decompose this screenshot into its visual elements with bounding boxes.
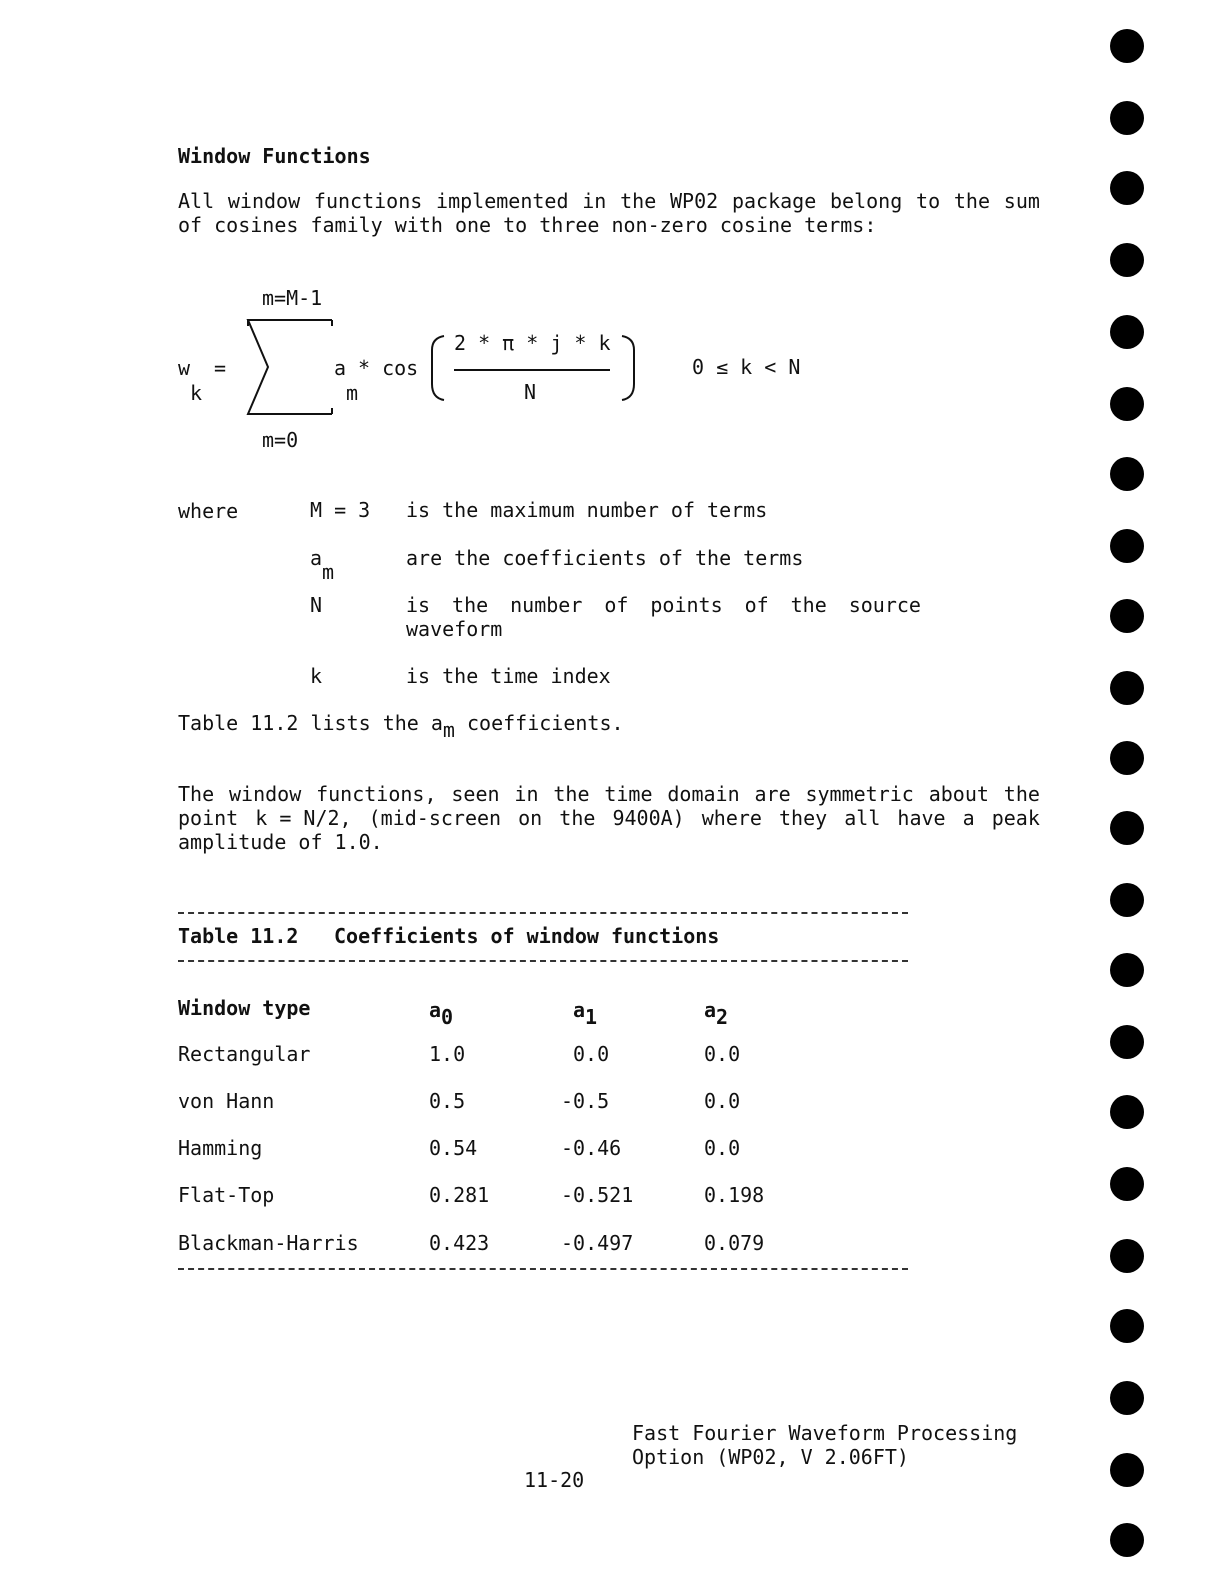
- coefficient-a0-cell: 0.281: [429, 1183, 490, 1207]
- where-desc-N-word: number: [510, 593, 583, 617]
- col-header-a2-sub: 2: [716, 1005, 729, 1029]
- binder-hole: [1110, 953, 1144, 987]
- table-reference-suffix: coefficients.: [454, 711, 624, 735]
- coefficient-a0-cell: 0.5: [429, 1089, 466, 1113]
- binder-hole: [1110, 1239, 1144, 1273]
- intro-word: implemented: [436, 189, 569, 213]
- intro-word: the: [953, 189, 991, 213]
- where-label: where: [178, 499, 239, 523]
- where-desc-N-word: of: [744, 593, 769, 617]
- coefficient-a0-cell: 0.54: [429, 1136, 478, 1160]
- col-header-a1-label: a: [573, 998, 586, 1022]
- coefficient-a1-cell: -0.5: [561, 1089, 610, 1113]
- coefficient-a1-cell: -0.46: [561, 1136, 622, 1160]
- window-type-cell: Flat-Top: [178, 1183, 275, 1207]
- coefficient-a0-cell: 0.423: [429, 1231, 490, 1255]
- symmetry-word: time: [604, 782, 653, 806]
- where-symbol-N: N: [310, 593, 323, 617]
- intro-word: window: [227, 189, 301, 213]
- where-desc-am: are the coefficients of the terms: [406, 546, 804, 570]
- intro-word: sum: [1003, 189, 1040, 213]
- coefficient-a2-cell: 0.079: [704, 1231, 765, 1255]
- binder-hole: [1110, 1309, 1144, 1343]
- formula-condition: 0 ≤ k < N: [692, 355, 801, 379]
- coefficient-a2-cell: 0.0: [704, 1042, 741, 1066]
- intro-word: in: [582, 189, 607, 213]
- table-title: Coefficients of window functions: [334, 924, 720, 948]
- symmetry-word: about: [928, 782, 989, 806]
- window-type-cell: Hamming: [178, 1136, 263, 1160]
- symmetry-word: the: [559, 806, 596, 830]
- symmetry-word: point: [178, 806, 239, 830]
- intro-line-1: [178, 189, 1040, 213]
- symmetry-word: window: [228, 782, 302, 806]
- where-desc-N-word: points: [650, 593, 723, 617]
- footer-doc-title-line-2: Option (WP02, V 2.06FT): [632, 1445, 909, 1469]
- symmetry-word: seen: [451, 782, 500, 806]
- where-symbol-M: M = 3: [310, 498, 371, 522]
- where-desc-N-word: of: [604, 593, 629, 617]
- binder-hole: [1110, 671, 1144, 705]
- col-header-a0: [429, 998, 454, 1029]
- coefficient-a2-cell: 0.198: [704, 1183, 765, 1207]
- intro-word: to: [916, 189, 941, 213]
- symmetry-word: all: [844, 806, 881, 830]
- formula-times-cos: * cos: [358, 356, 419, 380]
- coefficient-a1-cell: -0.521: [561, 1183, 634, 1207]
- binder-hole: [1110, 1167, 1144, 1201]
- symmetry-word: the: [1003, 782, 1040, 806]
- col-header-a0-sub: 0: [441, 1005, 454, 1029]
- where-desc-N-word: the: [452, 593, 489, 617]
- binder-hole: [1110, 599, 1144, 633]
- table-rule-top: [178, 912, 908, 914]
- symmetry-word: they: [779, 806, 828, 830]
- symmetry-word: domain: [667, 782, 740, 806]
- formula-numerator: 2 * π * j * k: [454, 331, 611, 355]
- binder-hole: [1110, 101, 1144, 135]
- table-rule-header: [178, 960, 908, 962]
- intro-word: belong: [830, 189, 903, 213]
- col-header-a0-label: a: [429, 998, 442, 1022]
- col-header-a2-label: a: [704, 998, 717, 1022]
- formula-lhs: w: [178, 356, 191, 380]
- coefficient-a1-cell: 0.0: [573, 1042, 610, 1066]
- symmetry-line-2: [178, 806, 1040, 830]
- symmetry-word: The: [178, 782, 215, 806]
- binder-hole: [1110, 1453, 1144, 1487]
- coefficient-a2-cell: 0.0: [704, 1136, 741, 1160]
- binder-hole: [1110, 741, 1144, 775]
- where-desc-N-line-2: waveform: [406, 617, 503, 641]
- binder-hole: [1110, 315, 1144, 349]
- binder-hole: [1110, 1381, 1144, 1415]
- where-symbol-am-sub: m: [322, 560, 335, 584]
- binder-hole: [1110, 529, 1144, 563]
- where-symbol-k: k: [310, 664, 323, 688]
- binder-hole: [1110, 1095, 1144, 1129]
- intro-word: All: [178, 189, 215, 213]
- formula-denominator: N: [524, 380, 537, 404]
- sum-lower-limit: m=0: [262, 428, 299, 452]
- table-reference: [178, 711, 624, 742]
- page-number: 11-20: [524, 1468, 585, 1492]
- section-heading: Window Functions: [178, 144, 371, 168]
- formula-coef-sub: m: [346, 381, 359, 405]
- symmetry-word: have: [897, 806, 946, 830]
- intro-word: package: [731, 189, 817, 213]
- symmetry-line-1: [178, 782, 1040, 806]
- where-symbol-am: a: [310, 546, 323, 570]
- where-desc-N-line-1: [406, 593, 921, 617]
- footer-doc-title-line-1: Fast Fourier Waveform Processing: [632, 1421, 1018, 1445]
- window-type-cell: von Hann: [178, 1089, 275, 1113]
- table-number: Table 11.2: [178, 924, 299, 948]
- intro-word: functions: [313, 189, 423, 213]
- symmetry-word: peak: [991, 806, 1040, 830]
- where-desc-N-word: source: [848, 593, 921, 617]
- col-header-a1: [573, 998, 598, 1029]
- symmetry-word: in: [514, 782, 539, 806]
- symmetry-word: the: [553, 782, 590, 806]
- intro-word: WP02: [670, 189, 719, 213]
- formula-equals: =: [214, 356, 227, 380]
- col-header-window-type: Window type: [178, 996, 311, 1020]
- binder-hole: [1110, 171, 1144, 205]
- formula-lhs-sub: k: [190, 381, 203, 405]
- where-desc-N-word: is: [406, 593, 431, 617]
- binder-hole: [1110, 243, 1144, 277]
- symmetry-word: functions,: [316, 782, 437, 806]
- col-header-a1-sub: 1: [585, 1005, 598, 1029]
- where-desc-M: is the maximum number of terms: [406, 498, 768, 522]
- symmetry-word: on: [518, 806, 543, 830]
- intro-line-2: of cosines family with one to three non-zero cosine terms:: [178, 213, 877, 237]
- symmetry-word: 9400A): [612, 806, 685, 830]
- binder-hole: [1110, 387, 1144, 421]
- binder-hole: [1110, 811, 1144, 845]
- intro-word: the: [620, 189, 657, 213]
- window-type-cell: Blackman-Harris: [178, 1231, 359, 1255]
- coefficient-a1-cell: -0.497: [561, 1231, 634, 1255]
- summation-sign: [240, 312, 340, 422]
- where-desc-k: is the time index: [406, 664, 611, 688]
- window-type-cell: Rectangular: [178, 1042, 311, 1066]
- binder-hole: [1110, 1025, 1144, 1059]
- symmetry-line-3: amplitude of 1.0.: [178, 830, 383, 854]
- symmetry-word: a: [962, 806, 975, 830]
- binder-hole: [1110, 29, 1144, 63]
- symmetry-word: k = N/2,: [255, 806, 352, 830]
- table-rule-bottom: [178, 1268, 908, 1270]
- formula-coef: a: [334, 356, 347, 380]
- table-reference-prefix: Table 11.2 lists the a: [178, 711, 443, 735]
- symmetry-word: are: [754, 782, 791, 806]
- binder-hole: [1110, 1523, 1144, 1557]
- symmetry-word: (mid-screen: [368, 806, 502, 830]
- where-desc-N-word: the: [790, 593, 827, 617]
- sum-upper-limit: m=M-1: [262, 286, 323, 310]
- col-header-a2: [704, 998, 729, 1029]
- binder-hole: [1110, 457, 1144, 491]
- binder-hole: [1110, 883, 1144, 917]
- symmetry-word: where: [701, 806, 762, 830]
- coefficient-a2-cell: 0.0: [704, 1089, 741, 1113]
- coefficient-a0-cell: 1.0: [429, 1042, 466, 1066]
- symmetry-word: symmetric: [805, 782, 914, 806]
- table-reference-sub: m: [442, 718, 455, 742]
